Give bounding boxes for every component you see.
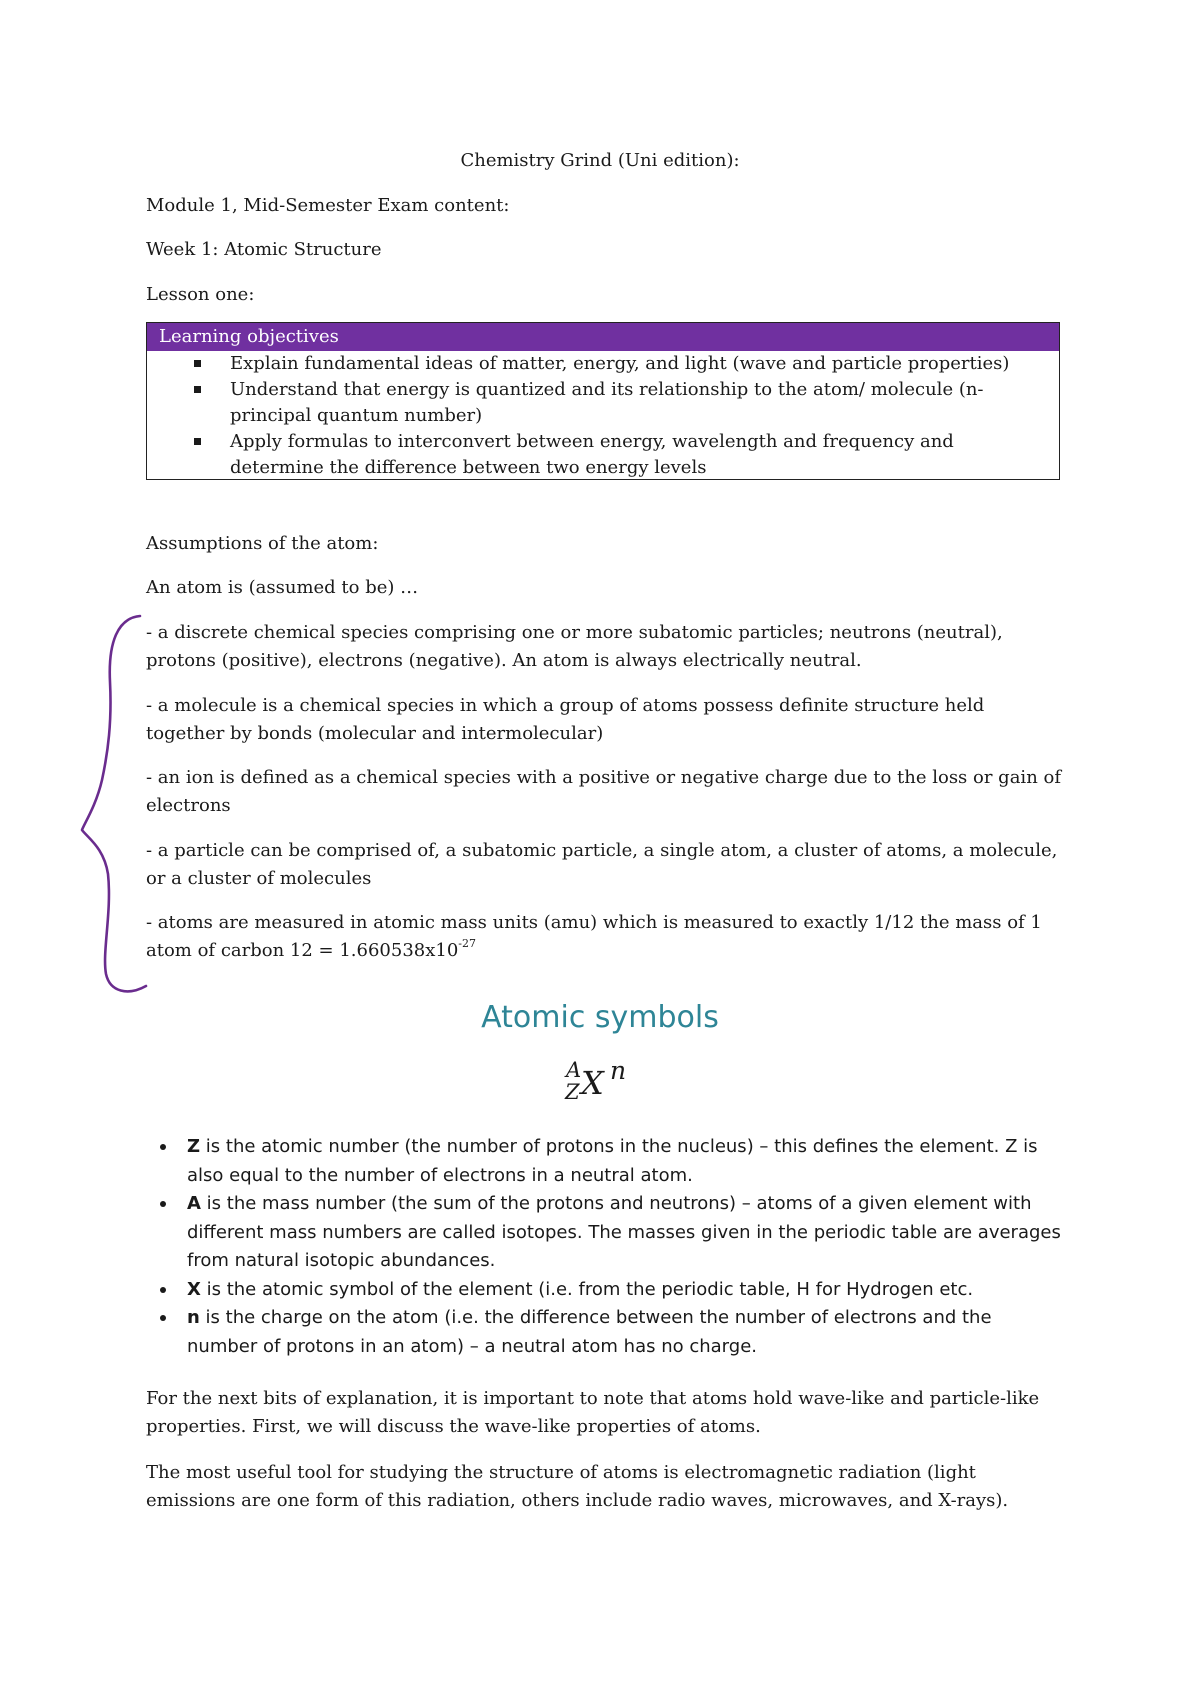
document-title: Chemistry Grind (Uni edition):: [460, 150, 740, 171]
notation-mass-number: A: [566, 1058, 582, 1082]
bullet-icon: [160, 1201, 166, 1207]
symbol-key: n: [187, 1307, 200, 1328]
square-bullet-icon: [194, 438, 201, 445]
lesson-line: Lesson one:: [146, 284, 255, 305]
wave-particle-paragraph: For the next bits of explanation, it is important to note that atoms hold wave-like and particle-like properties. First, we will discuss the wave-like properties of atoms.: [146, 1388, 1040, 1437]
symbol-description: is the charge on the atom (i.e. the difference between the number of electrons and the number of protons in an atom) – a neutral atom has no charge.: [187, 1307, 992, 1357]
bullet-icon: [160, 1315, 166, 1321]
learning-objectives-header: Learning objectives: [147, 323, 1059, 351]
symbol-description: is the mass number (the sum of the protons and neutrons) – atoms of a given element with different mass numbers are called isotopes. The masses given in the periodic table are averages from natural isotopic abundances.: [187, 1193, 1061, 1271]
bullet-icon: [160, 1287, 166, 1293]
symbol-key: A: [187, 1193, 201, 1214]
atomic-symbol-list: [155, 1133, 1065, 1361]
particle-definition: - a particle can be comprised of, a subatomic particle, a single atom, a cluster of atoms, a molecule, or a cluster of molecules: [146, 840, 1058, 889]
symbol-key: Z: [187, 1136, 201, 1157]
list-item: [155, 1190, 1065, 1276]
learning-objectives-table: [146, 322, 1060, 480]
objective-text: Understand that energy is quantized and its relationship to the atom/ molecule (n- principal quantum number): [230, 379, 984, 426]
notation-charge: n: [610, 1056, 627, 1085]
objective-item: [147, 377, 1059, 429]
symbol-key: X: [187, 1278, 201, 1300]
symbol-description: is the atomic symbol of the element (i.e. from the periodic table, H for Hydrogen etc.: [200, 1278, 974, 1300]
amu-definition: [146, 909, 1066, 965]
list-item: [155, 1133, 1065, 1190]
objective-item: [147, 429, 1059, 481]
symbol-description: is the atomic number (the number of protons in the nucleus) – this defines the element. Z is also equal to the number of electrons in a neutral atom.: [187, 1136, 1038, 1186]
list-item: [155, 1276, 1065, 1305]
learning-objectives-list: [147, 351, 1059, 481]
bullet-icon: [160, 1144, 166, 1150]
objective-text: Apply formulas to interconvert between energy, wavelength and frequency and determine the difference between two energy levels: [230, 431, 954, 478]
electromagnetic-radiation-paragraph: The most useful tool for studying the structure of atoms is electromagnetic radiation (light emissions are one form of this radiation, others include radio waves, microwaves, and X-rays).: [146, 1462, 1009, 1511]
objective-item: [147, 351, 1059, 377]
module-line: Module 1, Mid-Semester Exam content:: [146, 195, 510, 216]
notation-element-symbol: X: [581, 1064, 604, 1102]
amu-exponent: -27: [458, 937, 476, 950]
nuclide-notation: [560, 1058, 680, 1118]
molecule-definition: - a molecule is a chemical species in which a group of atoms possess definite structure held together by bonds (molecular and intermolecular): [146, 695, 985, 744]
ion-definition: - an ion is defined as a chemical species with a positive or negative charge due to the loss or gain of electrons: [146, 767, 1062, 816]
square-bullet-icon: [194, 360, 201, 367]
objective-text: Explain fundamental ideas of matter, energy, and light (wave and particle properties): [230, 353, 1010, 374]
atom-definition: - a discrete chemical species comprising one or more subatomic particles; neutrons (neutral), protons (positive), electrons (negative). An atom is always electrically neutral.: [146, 622, 1003, 671]
list-item: [155, 1304, 1065, 1361]
notation-atomic-number: Z: [565, 1080, 580, 1104]
week-line: Week 1: Atomic Structure: [146, 239, 382, 260]
square-bullet-icon: [194, 386, 201, 393]
atomic-symbols-heading: Atomic symbols: [481, 1000, 719, 1035]
atom-intro: An atom is (assumed to be) …: [146, 577, 419, 598]
amu-text: - atoms are measured in atomic mass units (amu) which is measured to exactly 1/12 the mass of 1 atom of carbon 12 = 1.660538x10: [146, 912, 1042, 961]
assumptions-heading: Assumptions of the atom:: [146, 533, 379, 554]
